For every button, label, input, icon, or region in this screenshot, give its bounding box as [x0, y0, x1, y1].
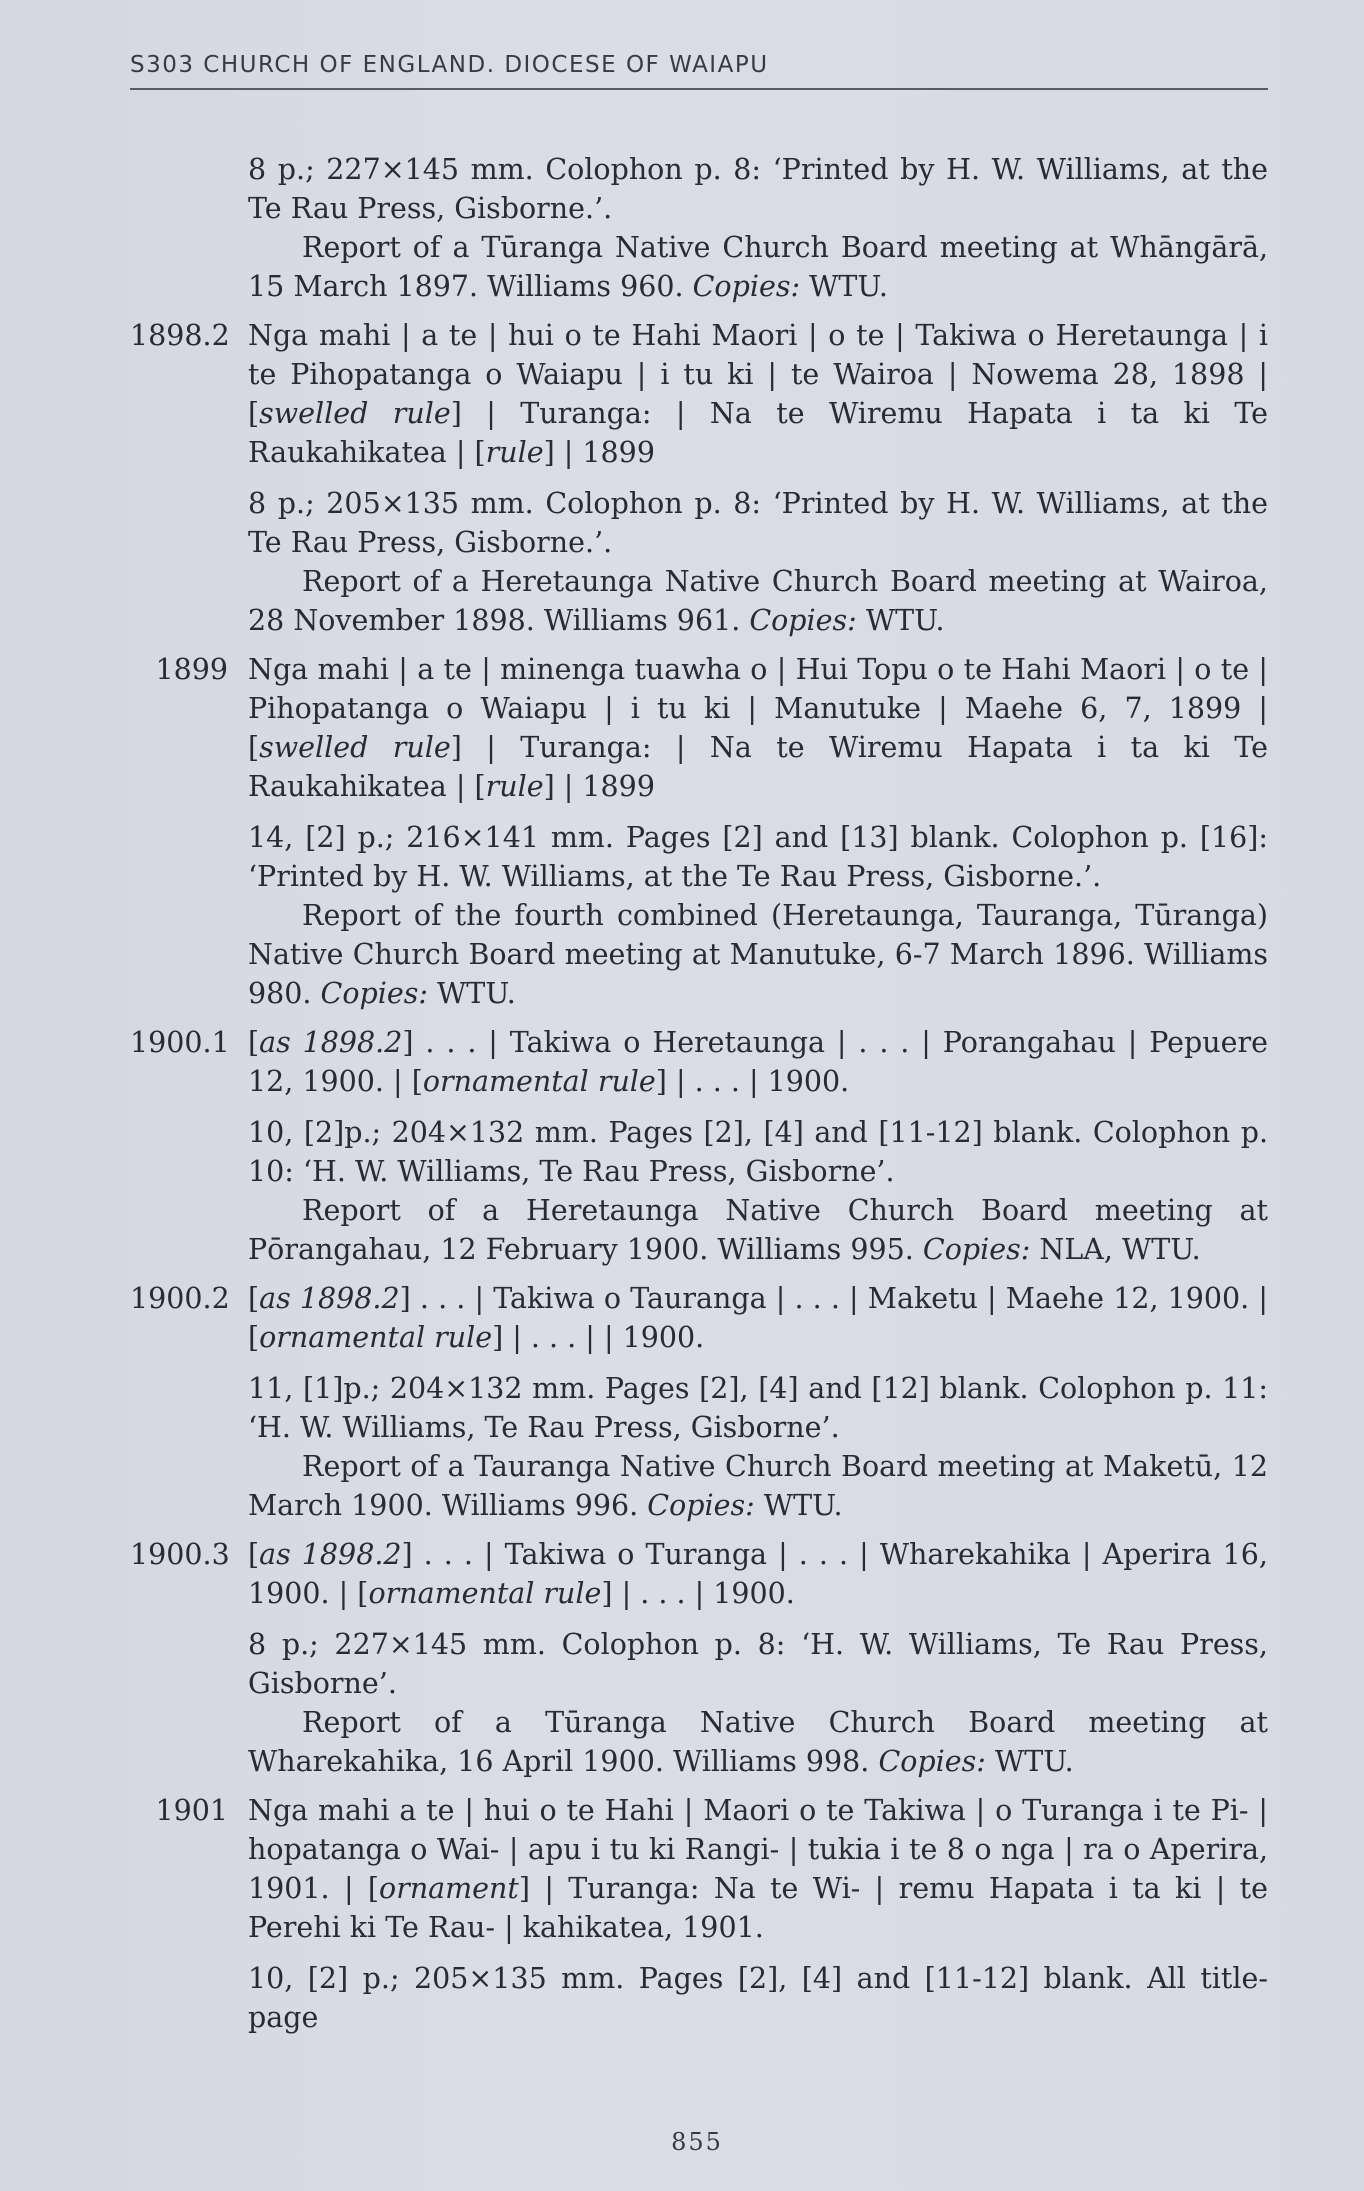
physical-description: 8 p.; 227×145 mm. Colophon p. 8: ‘Printed by H. W. Williams, at the Te Rau Press, Gisborne.’. [248, 153, 1268, 225]
entry-number: 1901 [155, 1794, 228, 1827]
physical-description: 8 p.; 227×145 mm. Colophon p. 8: ‘H. W. Williams, Te Rau Press, Gisborne’. [248, 1628, 1268, 1700]
physical-description: 14, [2] p.; 216×141 mm. Pages [2] and [13] blank. Colophon p. [16]: ‘Printed by H. W. Williams, at the Te Rau Press, Gisborne.’. [248, 821, 1268, 893]
entry-title: Nga mahi | a te | hui o te Hahi Maori | o te | Takiwa o Heretaunga | i te Pihopatanga o Waiapu | i tu ki | te Wairoa | Nowema 28, 1898 | [swelled rule] | Turanga: | Na te Wiremu Hapata i ta ki Te Raukahikatea | [rule] | 1899 [248, 319, 1268, 469]
copies-holdings: WTU. [809, 270, 888, 303]
copies-label: Copies: [320, 977, 428, 1010]
entry-note: Report of a Tauranga Native Church Board meeting at Maketū, 12 March 1900. Williams 996. Copies: WTU. [248, 1450, 1268, 1522]
physical-description: 8 p.; 205×135 mm. Colophon p. 8: ‘Printed by H. W. Williams, at the Te Rau Press, Gisborne.’. [248, 487, 1268, 559]
copies-holdings: WTU. [994, 1745, 1074, 1778]
copies-label: Copies: [878, 1745, 986, 1778]
entry-title: Nga mahi a te | hui o te Hahi | Maori o te Takiwa | o Turanga i te Pi- | hopatanga o Wai- | apu i tu ki Rangi- | tukia i te 8 o nga | ra o Aperira, 1901. | [ornament] | Turanga: Na te Wi- | remu Hapata i ta ki | te Perehi ki Te Rau- | kahikatea, 1901. [248, 1794, 1269, 1944]
entry [130, 150, 1268, 306]
entry-note: Report of a Tūranga Native Church Board meeting at Wharekahika, 16 April 1900. Williams 998. Copies: WTU. [248, 1706, 1268, 1778]
copies-holdings: WTU. [763, 1489, 843, 1522]
running-head: S303 CHURCH OF ENGLAND. DIOCESE OF WAIAPU [130, 52, 1268, 90]
bibliography-body [130, 150, 1268, 2047]
entry-number: 1899 [155, 653, 228, 686]
entry [130, 1279, 1268, 1525]
entry [130, 1535, 1268, 1781]
page-number: 855 [671, 2128, 723, 2156]
copies-label: Copies: [647, 1489, 755, 1522]
entry-note: Report of a Heretaunga Native Church Board meeting at Wairoa, 28 November 1898. Williams 961. Copies: WTU. [248, 565, 1268, 637]
entry-title: [as 1898.2] . . . | Takiwa o Heretaunga | . . . | Porangahau | Pepuere 12, 1900. | [ornamental rule] | . . . | 1900. [248, 1026, 1268, 1098]
entry-title: [as 1898.2] . . . | Takiwa o Turanga | . . . | Wharekahika | Aperira 16, 1900. | [ornamental rule] | . . . | 1900. [248, 1538, 1268, 1610]
physical-description: 10, [2] p.; 205×135 mm. Pages [2], [4] and [11-12] blank. All title-page [248, 1962, 1268, 2034]
entry-note: Report of a Heretaunga Native Church Board meeting at Pōrangahau, 12 February 1900. Williams 995. Copies: NLA, WTU. [248, 1194, 1268, 1266]
entry-note: Report of the fourth combined (Heretaunga, Tauranga, Tūranga) Native Church Board meeting at Manutuke, 6-7 March 1896. Williams 980. Copies: WTU. [248, 899, 1268, 1010]
entry-number: 1900.2 [130, 1282, 230, 1315]
entry-title: Nga mahi | a te | minenga tuawha o | Hui Topu o te Hahi Maori | o te | Pihopatanga o Waiapu | i tu ki | Manutuke | Maehe 6, 7, 1899 | [swelled rule] | Turanga: | Na te Wiremu Hapata i ta ki Te Raukahikatea | [rule] | 1899 [248, 653, 1268, 803]
entry [130, 316, 1268, 640]
entry [130, 1791, 1268, 2037]
entry [130, 650, 1268, 1013]
copies-label: Copies: [749, 604, 857, 637]
entry-number: 1900.1 [130, 1026, 230, 1059]
copies-label: Copies: [692, 270, 801, 303]
copies-holdings: WTU. [865, 604, 945, 637]
entry-title: [as 1898.2] . . . | Takiwa o Tauranga | . . . | Maketu | Maehe 12, 1900. | [ornamental rule] | . . . | | 1900. [248, 1282, 1268, 1354]
entry-number: 1898.2 [130, 319, 230, 352]
copies-holdings: NLA, WTU. [1039, 1233, 1201, 1266]
entry [130, 1023, 1268, 1269]
physical-description: 11, [1]p.; 204×132 mm. Pages [2], [4] and [12] blank. Colophon p. 11: ‘H. W. Williams, Te Rau Press, Gisborne’. [248, 1372, 1268, 1444]
physical-description: 10, [2]p.; 204×132 mm. Pages [2], [4] and [11-12] blank. Colophon p. 10: ‘H. W. Williams, Te Rau Press, Gisborne’. [248, 1116, 1268, 1188]
entry-note: Report of a Tūranga Native Church Board meeting at Whāngārā, 15 March 1897. Williams 960. Copies: WTU. [248, 231, 1268, 303]
entry-number: 1900.3 [130, 1538, 230, 1571]
copies-label: Copies: [922, 1233, 1031, 1266]
copies-holdings: WTU. [437, 977, 516, 1010]
